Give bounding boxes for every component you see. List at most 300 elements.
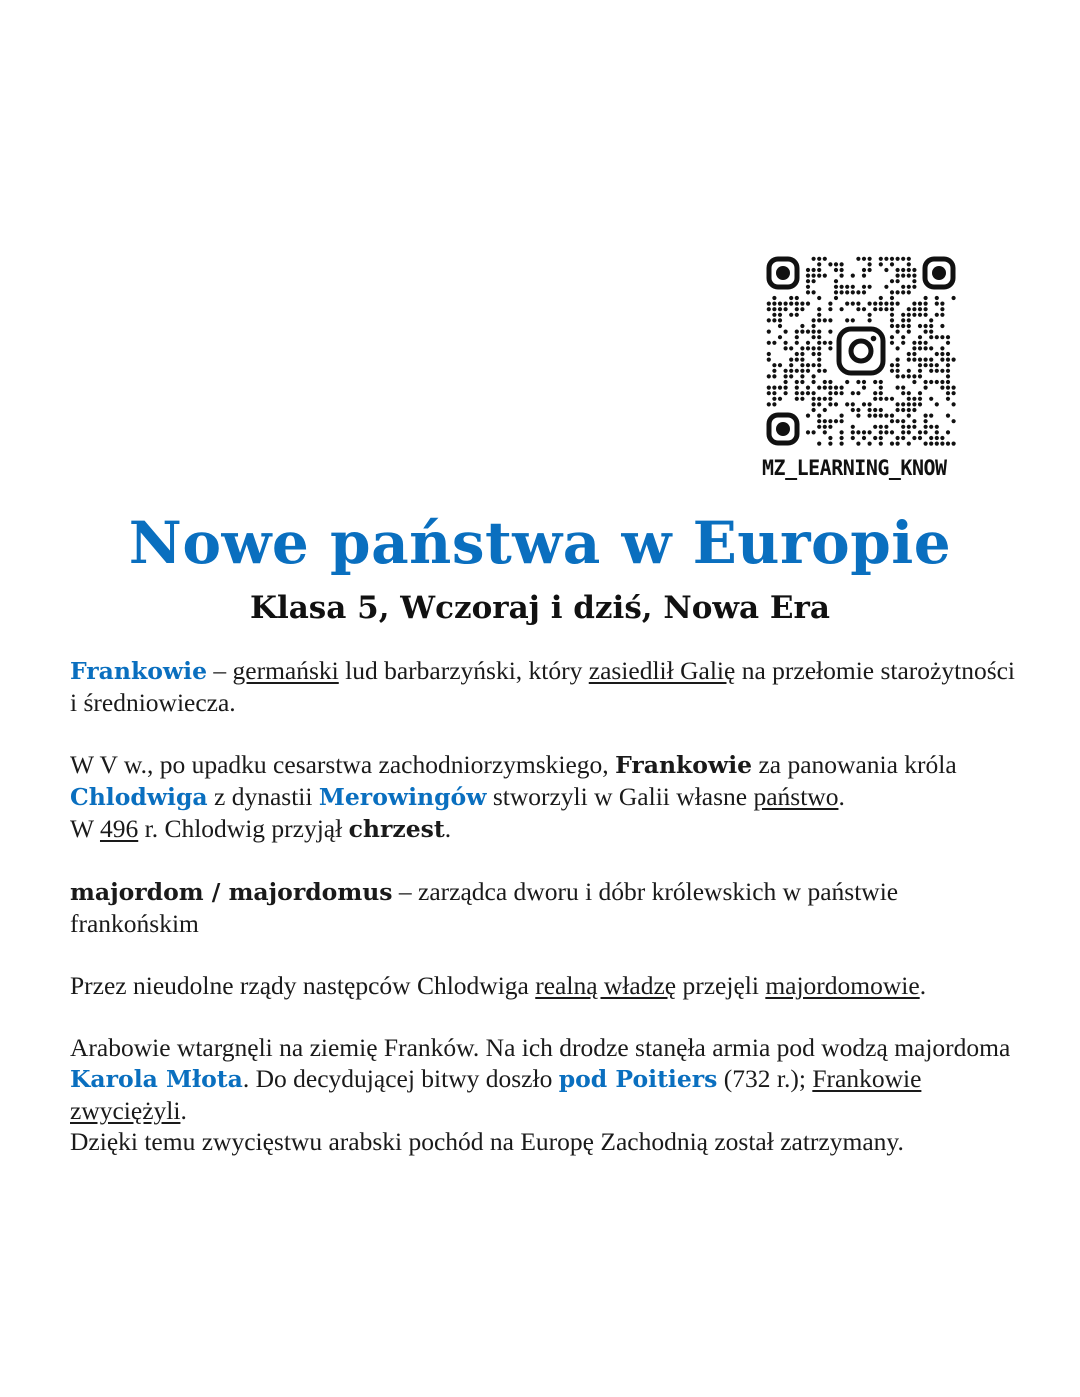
qr-module: [856, 290, 860, 294]
qr-module: [884, 285, 888, 289]
qr-module: [946, 374, 950, 378]
underlined-zwyciezyli: zwyciężyli: [70, 1096, 181, 1125]
qr-module: [946, 397, 950, 401]
qr-module: [884, 302, 888, 306]
qr-module: [840, 419, 844, 423]
qr-module: [817, 425, 821, 429]
qr-module: [784, 374, 788, 378]
qr-module: [912, 374, 916, 378]
qr-module: [873, 391, 877, 395]
qr-module: [840, 386, 844, 390]
qr-module: [873, 307, 877, 311]
qr-module: [772, 369, 776, 373]
qr-module: [806, 279, 810, 283]
qr-module: [879, 296, 883, 300]
qr-module: [946, 414, 950, 418]
qr-module: [890, 341, 894, 345]
qr-module: [784, 341, 788, 345]
qr-module: [772, 318, 776, 322]
qr-module: [784, 391, 788, 395]
qr-module: [924, 330, 928, 334]
qr-module: [784, 330, 788, 334]
qr-module: [890, 324, 894, 328]
qr-module: [890, 397, 894, 401]
qr-module: [901, 274, 905, 278]
qr-module: [890, 369, 894, 373]
qr-module: [828, 391, 832, 395]
qr-module: [884, 425, 888, 429]
text: lud barbarzyński, który: [338, 656, 589, 685]
qr-module: [924, 341, 928, 345]
qr-module: [890, 363, 894, 367]
qr-module: [845, 402, 849, 406]
paragraph-majordom-definition: [70, 876, 1020, 939]
term-frankowie: Frankowie: [70, 657, 208, 685]
qr-module: [806, 386, 810, 390]
qr-module: [924, 324, 928, 328]
qr-module: [890, 419, 894, 423]
qr-module: [901, 425, 905, 429]
underlined-zasiedlil-galie: zasiedlił Galię: [588, 656, 736, 685]
qr-module: [907, 313, 911, 317]
qr-module: [896, 290, 900, 294]
qr-module: [890, 262, 894, 266]
qr-module: [778, 307, 782, 311]
qr-module: [918, 391, 922, 395]
qr-module: [851, 430, 855, 434]
qr-module: [929, 436, 933, 440]
qr-module: [896, 324, 900, 328]
paragraph-franks-definition: [70, 655, 1020, 718]
qr-module: [918, 430, 922, 434]
qr-module: [901, 402, 905, 406]
qr-module: [868, 414, 872, 418]
qr-module: [800, 369, 804, 373]
qr-module: [800, 397, 804, 401]
qr-module: [873, 302, 877, 306]
qr-module: [912, 380, 916, 384]
qr-module: [929, 414, 933, 418]
underlined-frankowie: Frankowie: [812, 1064, 922, 1093]
qr-module: [851, 318, 855, 322]
qr-module: [806, 369, 810, 373]
qr-module: [851, 391, 855, 395]
qr-module: [828, 346, 832, 350]
bold-frankowie: Frankowie: [615, 751, 753, 779]
qr-module: [834, 296, 838, 300]
qr-module: [946, 369, 950, 373]
qr-module: [812, 274, 816, 278]
qr-module: [924, 425, 928, 429]
qr-module: [879, 307, 883, 311]
text: .: [919, 971, 927, 1000]
qr-module: [952, 442, 956, 446]
qr-module: [879, 414, 883, 418]
qr-module: [862, 402, 866, 406]
underlined-496: 496: [99, 814, 139, 843]
qr-module: [879, 397, 883, 401]
qr-module: [789, 296, 793, 300]
qr-module: [907, 358, 911, 362]
term-chlodwiga: Chlodwiga: [70, 783, 208, 811]
qr-module: [834, 391, 838, 395]
qr-module: [924, 386, 928, 390]
qr-module: [912, 397, 916, 401]
qr-module: [912, 419, 916, 423]
qr-module: [856, 380, 860, 384]
qr-module: [879, 386, 883, 390]
qr-module: [828, 386, 832, 390]
qr-module: [856, 307, 860, 311]
qr-module: [907, 324, 911, 328]
qr-module: [800, 391, 804, 395]
instagram-qr-card: [762, 256, 966, 480]
qr-module: [862, 274, 866, 278]
qr-module: [929, 324, 933, 328]
qr-module: [823, 369, 827, 373]
paragraph-conclusion: [70, 1126, 1020, 1157]
qr-module: [772, 374, 776, 378]
qr-module: [795, 358, 799, 362]
qr-module: [952, 391, 956, 395]
qr-module: [924, 296, 928, 300]
qr-module: [924, 346, 928, 350]
qr-module: [918, 313, 922, 317]
qr-module: [868, 313, 872, 317]
qr-module: [896, 363, 900, 367]
qr-module: [907, 257, 911, 261]
qr-module: [912, 285, 916, 289]
qr-module: [929, 318, 933, 322]
qr-module: [806, 363, 810, 367]
text: za panowania króla: [752, 750, 957, 779]
qr-module: [784, 302, 788, 306]
qr-module: [767, 374, 771, 378]
qr-module: [873, 414, 877, 418]
qr-module: [840, 274, 844, 278]
qr-module: [806, 430, 810, 434]
qr-module: [929, 358, 933, 362]
qr-module: [935, 335, 939, 339]
qr-module: [823, 397, 827, 401]
qr-module: [784, 386, 788, 390]
qr-module: [868, 408, 872, 412]
qr-module: [812, 352, 816, 356]
qr-module: [907, 397, 911, 401]
qr-module: [879, 442, 883, 446]
qr-module: [812, 257, 816, 261]
qr-module: [918, 341, 922, 345]
qr-module: [907, 318, 911, 322]
qr-module: [812, 402, 816, 406]
qr-module: [823, 425, 827, 429]
qr-module: [935, 425, 939, 429]
qr-module: [896, 268, 900, 272]
bold-chrzest: chrzest: [348, 815, 445, 843]
qr-module: [907, 374, 911, 378]
qr-module: [901, 335, 905, 339]
qr-module: [806, 302, 810, 306]
qr-module: [817, 363, 821, 367]
qr-module: [823, 419, 827, 423]
qr-module: [924, 358, 928, 362]
qr-module: [901, 408, 905, 412]
qr-module: [840, 436, 844, 440]
qr-module: [812, 408, 816, 412]
qr-module: [901, 324, 905, 328]
qr-module: [952, 296, 956, 300]
page-subtitle: Klasa 5, Wczoraj i dziś, Nowa Era: [250, 590, 830, 626]
qr-module: [884, 268, 888, 272]
qr-module: [800, 307, 804, 311]
qr-module: [912, 425, 916, 429]
qr-module: [907, 425, 911, 429]
paragraph-majordomo-power: [70, 970, 1020, 1001]
qr-module: [896, 408, 900, 412]
qr-module: [901, 341, 905, 345]
qr-module: [940, 335, 944, 339]
qr-module: [840, 430, 844, 434]
qr-module: [772, 391, 776, 395]
qr-module: [834, 290, 838, 294]
qr-module: [940, 313, 944, 317]
qr-module: [879, 430, 883, 434]
qr-module: [929, 442, 933, 446]
qr-module: [918, 335, 922, 339]
underlined-realna-wladze: realną władzę: [535, 971, 677, 1000]
qr-module: [817, 414, 821, 418]
qr-module: [862, 430, 866, 434]
qr-module: [795, 391, 799, 395]
qr-module: [879, 262, 883, 266]
qr-module: [935, 302, 939, 306]
qr-module: [828, 402, 832, 406]
qr-module: [800, 324, 804, 328]
qr-module: [772, 341, 776, 345]
qr-module: [834, 419, 838, 423]
qr-module: [901, 318, 905, 322]
qr-module: [907, 274, 911, 278]
qr-module: [823, 341, 827, 345]
qr-module: [940, 324, 944, 328]
qr-module: [912, 408, 916, 412]
qr-module: [767, 307, 771, 311]
qr-module: [851, 285, 855, 289]
qr-module: [789, 374, 793, 378]
qr-module: [800, 358, 804, 362]
qr-module: [812, 430, 816, 434]
qr-module: [795, 341, 799, 345]
qr-module: [890, 318, 894, 322]
qr-module: [795, 397, 799, 401]
qr-module: [924, 414, 928, 418]
text: W: [70, 814, 100, 843]
qr-module: [806, 274, 810, 278]
qr-module: [896, 374, 900, 378]
qr-module: [823, 408, 827, 412]
qr-module: [856, 391, 860, 395]
qr-module: [828, 380, 832, 384]
qr-module: [884, 307, 888, 311]
qr-module: [784, 346, 788, 350]
qr-module: [772, 402, 776, 406]
qr-module: [817, 262, 821, 266]
qr-module: [907, 268, 911, 272]
qr-module: [817, 419, 821, 423]
qr-module: [806, 346, 810, 350]
qr-module: [812, 279, 816, 283]
text: – zarządca dworu i dóbr królewskich w państwie frankońskim: [70, 877, 899, 938]
text: –: [207, 656, 233, 685]
qr-module: [873, 380, 877, 384]
qr-module: [907, 307, 911, 311]
qr-module: [795, 307, 799, 311]
qr-module: [940, 380, 944, 384]
qr-module: [840, 285, 844, 289]
qr-module: [840, 268, 844, 272]
qr-module: [817, 386, 821, 390]
qr-module: [840, 290, 844, 294]
qr-module: [901, 391, 905, 395]
qr-module: [862, 285, 866, 289]
qr-module: [873, 397, 877, 401]
qr-module: [907, 262, 911, 266]
qr-module: [907, 290, 911, 294]
qr-module: [935, 313, 939, 317]
qr-module: [817, 257, 821, 261]
qr-module: [918, 363, 922, 367]
qr-module: [912, 341, 916, 345]
qr-module: [789, 313, 793, 317]
qr-module: [901, 290, 905, 294]
qr-module: [834, 262, 838, 266]
qr-module: [929, 346, 933, 350]
underlined-panstwo: państwo: [753, 782, 839, 811]
qr-module: [940, 436, 944, 440]
qr-module: [884, 414, 888, 418]
qr-module: [896, 358, 900, 362]
term-majordom: majordom / majordomus: [70, 878, 393, 906]
qr-module: [912, 402, 916, 406]
qr-module: [856, 408, 860, 412]
instagram-handle: MZ_LEARNING_KNOW: [762, 456, 947, 480]
qr-module: [896, 386, 900, 390]
qr-module: [912, 313, 916, 317]
qr-module: [896, 279, 900, 283]
qr-module: [817, 313, 821, 317]
qr-module: [879, 436, 883, 440]
qr-module: [845, 318, 849, 322]
qr-module: [890, 257, 894, 261]
qr-module: [868, 430, 872, 434]
qr-module: [946, 341, 950, 345]
qr-module: [935, 369, 939, 373]
qr-module: [952, 358, 956, 362]
qr-module: [817, 352, 821, 356]
qr-module: [778, 302, 782, 306]
qr-module: [907, 330, 911, 334]
qr-module: [834, 386, 838, 390]
qr-module: [924, 419, 928, 423]
qr-module: [772, 307, 776, 311]
qr-module: [946, 335, 950, 339]
qr-module: [868, 268, 872, 272]
qr-module: [823, 386, 827, 390]
qr-module: [912, 346, 916, 350]
qr-module: [851, 302, 855, 306]
qr-module: [896, 402, 900, 406]
qr-module: [845, 380, 849, 384]
qr-module: [812, 363, 816, 367]
qr-module: [946, 358, 950, 362]
qr-module: [918, 436, 922, 440]
qr-module: [845, 285, 849, 289]
qr-module: [828, 419, 832, 423]
qr-module: [795, 386, 799, 390]
qr-module: [851, 436, 855, 440]
qr-module: [823, 430, 827, 434]
qr-module: [828, 397, 832, 401]
qr-module: [817, 335, 821, 339]
paragraph-baptism: [70, 813, 1020, 845]
qr-module: [896, 419, 900, 423]
qr-module: [907, 352, 911, 356]
text: Przez nieudolne rządy następców Chlodwiga: [70, 971, 536, 1000]
qr-module: [940, 386, 944, 390]
qr-module: [896, 302, 900, 306]
qr-module: [901, 313, 905, 317]
qr-module: [924, 430, 928, 434]
qr-module: [940, 307, 944, 311]
qr-module: [862, 380, 866, 384]
qr-module: [767, 386, 771, 390]
qr-module: [946, 363, 950, 367]
qr-module: [817, 341, 821, 345]
qr-module: [929, 380, 933, 384]
qr-module: [862, 386, 866, 390]
qr-module: [856, 414, 860, 418]
qr-module: [795, 313, 799, 317]
qr-module: [896, 330, 900, 334]
qr-module: [946, 430, 950, 434]
qr-module: [884, 257, 888, 261]
qr-module: [890, 302, 894, 306]
qr-module: [890, 313, 894, 317]
qr-module: [952, 386, 956, 390]
qr-module: [806, 268, 810, 272]
text: Arabowie wtargnęli na ziemię Franków. Na ich drodze stanęła armia pod wodzą majordoma: [70, 1033, 1011, 1062]
qr-module: [862, 268, 866, 272]
text: r. Chlodwig przyjął: [138, 814, 349, 843]
qr-module: [890, 307, 894, 311]
qr-module: [929, 397, 933, 401]
qr-module: [767, 302, 771, 306]
qr-module: [868, 257, 872, 261]
qr-module: [929, 369, 933, 373]
qr-module: [817, 296, 821, 300]
qr-module: [935, 296, 939, 300]
qr-module: [940, 302, 944, 306]
qr-module: [800, 363, 804, 367]
qr-module: [812, 397, 816, 401]
qr-module: [896, 274, 900, 278]
qr-module: [817, 358, 821, 362]
qr-module: [873, 408, 877, 412]
qr-module: [851, 402, 855, 406]
qr-module: [940, 442, 944, 446]
qr-module: [817, 442, 821, 446]
underlined-majordomowie: majordomowie: [765, 971, 920, 1000]
